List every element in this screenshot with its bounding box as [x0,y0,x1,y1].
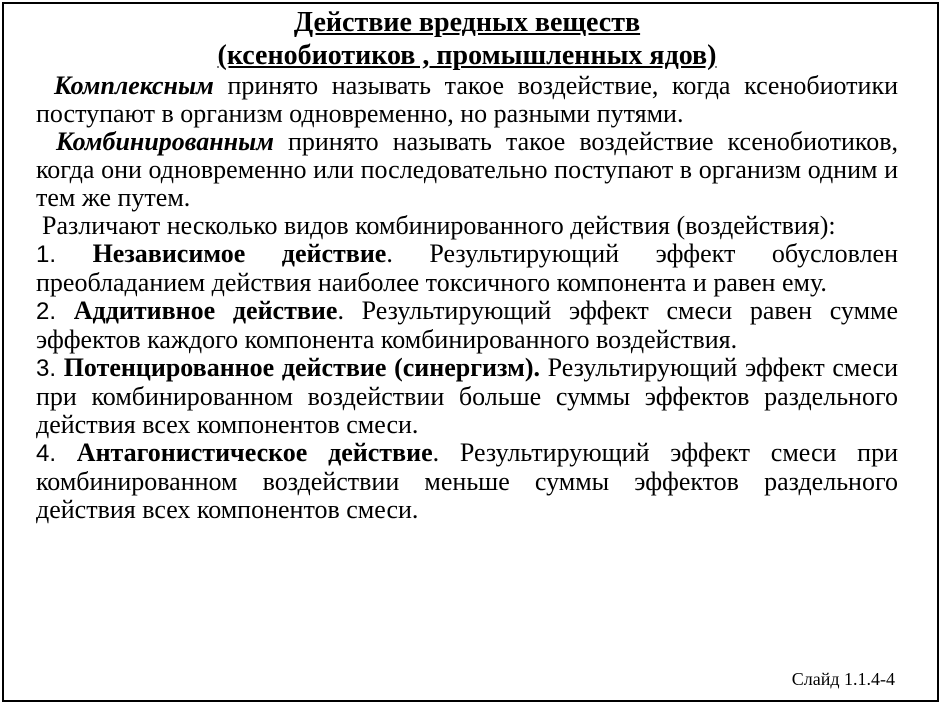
text-antagonistic: . Результирующий эффект смеси при комбинированном воздействии меньше суммы эффектов раздельного действия всех компонентов смеси. [36,438,899,524]
term-complex: Комплексным [54,71,214,100]
term-antagonistic: Антагонистическое действие [76,438,433,467]
text-complex: принято называть такое воздействие, когда ксенобиотики поступают в организм одновременно, но разными путями. [36,71,898,128]
term-potentiated: Потенцированное действие (синергизм). [63,353,540,382]
paragraph-combined [36,128,898,212]
slide-frame [2,2,939,702]
text-independent: . Результирующий эффект обусловлен преобладанием действия наиболее токсичного компонента и равен ему. [36,239,898,297]
list-item-independent [36,240,898,297]
item-number: 3. [36,355,57,382]
slide-title [36,6,898,72]
term-combined: Комбинированным [56,127,274,156]
term-additive: Аддитивное действие [73,296,338,325]
slide-number: Слайд 1.1.4-4 [791,669,895,689]
title-line-2: (ксенобиотиков , промышленных ядов) [217,40,717,71]
term-independent: Независимое действие [92,239,387,268]
slide-content [36,6,898,524]
text-additive: . Результирующий эффект смеси равен сумме эффектов каждого компонента комбинированного воздействия. [36,296,899,354]
text-combined: принято называть такое воздействие ксенобиотиков, когда они одновременно или последовательно поступают в организм одним и тем же путем. [36,127,898,212]
list-item-antagonistic [36,439,898,524]
list-item-additive [36,297,898,354]
title-line-1: Действие вредных веществ [293,7,641,38]
paragraph-complex [36,72,898,128]
paragraph-intro: Различают несколько видов комбинированного действия (воздействия): [42,211,836,240]
item-number: 1. [36,241,57,268]
item-number: 4. [36,440,57,467]
list-item-potentiated [36,354,898,439]
text-potentiated: Результирующий эффект смеси при комбинированном воздействии больше суммы эффектов раздельного действия всех компонентов смеси. [36,353,899,439]
item-number: 2. [36,298,57,325]
